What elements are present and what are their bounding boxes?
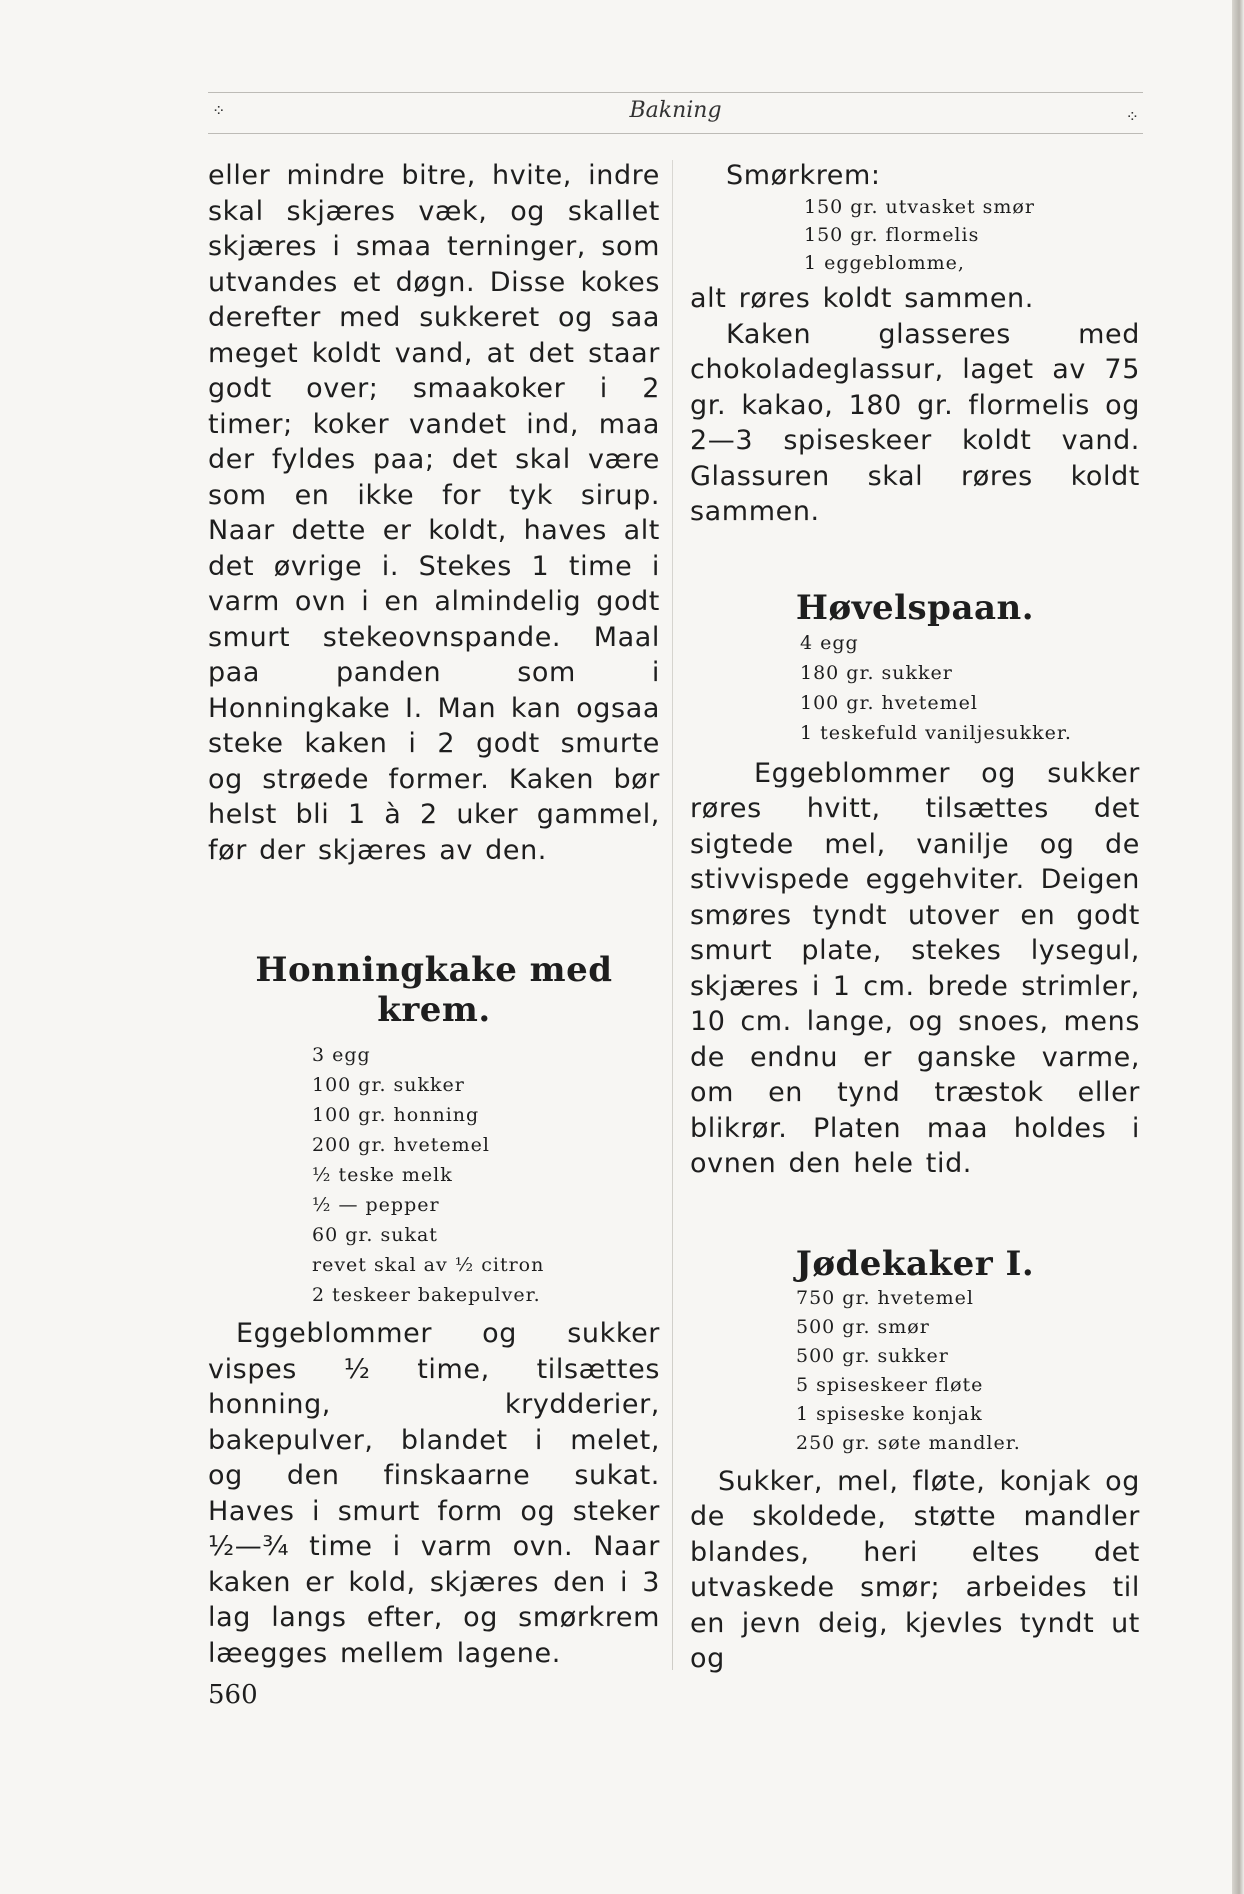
ingredient-item: 100 gr. honning xyxy=(312,1104,480,1126)
ingredient-item: 180 gr. sukker xyxy=(800,661,953,684)
continuation-paragraph: eller mindre bitre, hvite, indre skal skjæres væk, og skallet skjæres i smaa terninger, som utvandes et døgn. Disse kokes derefter med sukkeret og saa meget koldt vand, at det staar godt over; smaakoker i 2 timer; koker vandet ind, maa der fyldes paa; det skal være som en ikke for tyk sirup. Naar dette er koldt, haves alt det øvrige i. Stekes 1 time i varm ovn i en almindelig godt smurt stekeovnspande. Maal paa panden som i Honningkake I. Man kan ogsaa steke kaken i 2 godt smurte og strøede former. Kaken bør helst bli 1 à 2 uker gammel, før der skjæres av den. xyxy=(208,160,660,866)
ingredient-item: 60 gr. sukat xyxy=(312,1224,438,1246)
ingredient-item: 100 gr. sukker xyxy=(312,1074,465,1096)
ingredient-item: 750 gr. hvetemel xyxy=(796,1286,974,1309)
recipe-title-hovelspaan: Høvelspaan. xyxy=(795,587,1035,628)
ingredient-item: 3 egg xyxy=(312,1044,371,1066)
running-header xyxy=(208,92,1143,134)
ingredient-item: 250 gr. søte mandler. xyxy=(796,1431,1021,1454)
ingredient-list-jodekaker xyxy=(796,1284,1140,1458)
page-number: 560 xyxy=(208,1680,258,1710)
ornament-left-icon: ⁘ xyxy=(212,101,226,120)
instructions-hovelspaan: Eggeblommer og sukker røres hvitt, tilsættes det sigtede mel, vanilje og de stivvispede eggehviter. Deigen smøres tyndt utover en godt smurt plate, stekes lysegul, skjæres i 1 cm. brede strimler, 10 cm. lange, og snoes, mens de endnu er ganske varme, om en tynd træstok eller blikrør. Platen maa holdes i ovnen den hele tid. xyxy=(690,757,1140,1179)
instructions-honningkake: Eggeblommer og sukker vispes ½ time, tilsættes honning, krydderier, bakepulver, blandet i melet, og den finskaarne sukat. Haves i smurt form og steker ½—¾ time i varm ovn. Naar kaken er kold, skjæres den i 3 lag langs efter, og smørkrem læegges mellem lagene. xyxy=(208,1318,660,1669)
glaze-paragraph: Kaken glasseres med chokoladeglassur, laget av 75 gr. kakao, 180 gr. flormelis og 2—3 spiseskeer koldt vand. Glassuren skal røres koldt sammen. xyxy=(690,318,1140,527)
ingredient-item: ½ teske melk xyxy=(312,1164,453,1186)
ingredient-item: 5 spiseskeer fløte xyxy=(796,1373,984,1396)
running-head-title: Bakning xyxy=(629,98,722,123)
recipe-title-jodekaker: Jødekaker I. xyxy=(795,1243,1035,1284)
smorkrem-label: Smørkrem: xyxy=(726,160,881,191)
ingredient-item: 2 teskeer bakepulver. xyxy=(312,1284,541,1306)
ornament-right-icon: ⁘ xyxy=(1125,107,1139,126)
ingredient-list-smorkrem xyxy=(804,193,1140,277)
ingredient-item: ½ — pepper xyxy=(312,1194,440,1216)
ingredient-item: 4 egg xyxy=(800,631,859,654)
ingredient-list-honningkake xyxy=(312,1040,660,1310)
ingredient-item: 500 gr. sukker xyxy=(796,1344,949,1367)
left-column xyxy=(208,158,660,1671)
ingredient-item: 150 gr. utvasket smør xyxy=(804,196,1035,218)
ingredient-item: 150 gr. flormelis xyxy=(804,224,980,246)
ingredient-item: 500 gr. smør xyxy=(796,1315,930,1338)
right-column xyxy=(690,158,1140,1677)
page-edge xyxy=(1232,0,1244,1894)
ingredient-item: revet skal av ½ citron xyxy=(312,1254,545,1276)
ingredient-item: 1 teskefuld vaniljesukker. xyxy=(800,721,1072,744)
ingredient-list-hovelspaan xyxy=(800,628,1140,748)
ingredient-item: 1 spiseske konjak xyxy=(796,1402,983,1425)
ingredient-item: 200 gr. hvetemel xyxy=(312,1134,490,1156)
ingredient-item: 1 eggeblomme, xyxy=(804,252,965,274)
ingredient-item: 100 gr. hvetemel xyxy=(800,691,978,714)
smorkrem-text: alt røres koldt sammen. xyxy=(690,283,1034,314)
recipe-title-honningkake: Honningkake med krem. xyxy=(255,950,613,1030)
column-divider xyxy=(672,160,673,1670)
instructions-jodekaker: Sukker, mel, fløte, konjak og de skoldede, støtte mandler blandes, heri eltes det utvaskede smør; arbeides til en jevn deig, kjevles tyndt ut og xyxy=(690,1465,1140,1674)
